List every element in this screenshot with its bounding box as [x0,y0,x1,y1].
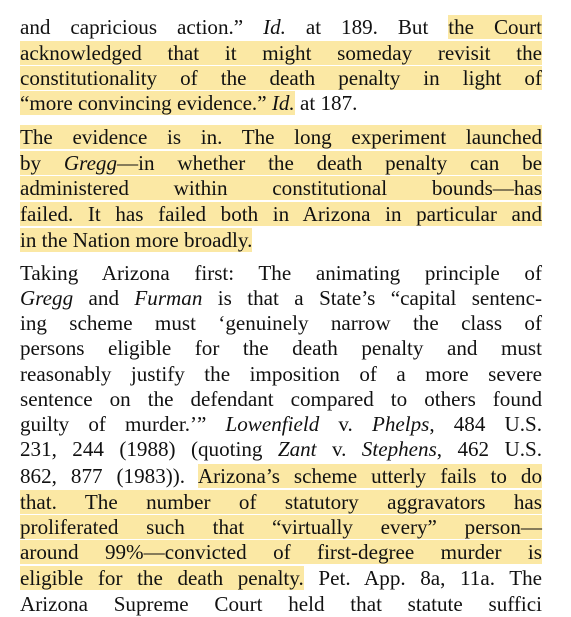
text-segment: guilty of murder.’” [20,412,226,436]
text-line [20,228,542,253]
italic-citation-text: Gregg [20,286,74,310]
highlighted-text: failed. It has failed both in Arizona in particular and [20,202,542,226]
text-line [20,412,542,437]
highlighted-text: in the Nation more broadly. [20,228,253,252]
text-segment: ing scheme must ‘genuinely narrow the class of [20,311,542,335]
text-line [20,490,542,515]
text-line [20,362,542,387]
italic-citation-text: Zant [277,437,317,461]
text-segment: sentence on the defendant compared to others found [20,387,542,411]
text-line [20,202,542,227]
highlighted-text: that. The number of statutory aggravators has [20,490,542,514]
text-line [20,515,542,540]
highlighted-text: proliferated such that “virtually every” person— [20,515,542,539]
text-segment: 231, 244 (1988) (quoting [20,437,278,461]
text-line [20,387,542,412]
text-line [20,261,542,286]
italic-citation-text: Furman [134,286,203,310]
text-segment: Taking Arizona first: The animating principle of [20,261,542,285]
highlighted-text: administered within constitutional bounds—has [20,176,542,200]
text-line [20,91,542,116]
highlighted-text: Id. [271,91,295,115]
text-segment: is that a State’s “capital sentenc- [202,286,542,310]
text-line [20,66,542,91]
text-segment: and [73,286,135,310]
text-line [20,566,542,591]
text-line [20,286,542,311]
highlighted-text: around 99%—convicted of first-degree murder is [20,540,542,564]
highlighted-text: Gregg [63,151,118,175]
text-line [20,176,542,201]
highlighted-text: The evidence is in. The long experiment launched [20,125,542,149]
text-segment: , 484 U.S. [429,412,542,436]
text-line [20,464,542,489]
text-line [20,592,542,616]
text-segment: v. [319,412,372,436]
text-segment: and capricious action.” [20,15,264,39]
highlighted-text: —in whether the death penalty can be [117,151,543,175]
text-segment: , 462 U.S. [436,437,542,461]
italic-citation-text: Lowenfield [225,412,320,436]
text-segment: at 187. [294,91,358,115]
text-line [20,311,542,336]
highlighted-text: Arizona’s scheme utterly fails to do [197,464,542,488]
text-segment: reasonably justify the imposition of a more severe [20,362,542,386]
text-segment: at 189. But [285,15,449,39]
text-line [20,151,542,176]
text-segment: Arizona Supreme Court held that statute suffici [20,592,542,616]
italic-citation-text: Id. [263,15,286,39]
text-segment: 862, 877 (1983)). [20,464,198,488]
text-line [20,437,542,462]
highlighted-text: “more convincing evidence.” [20,91,272,115]
italic-citation-text: Stephens [361,437,437,461]
highlighted-text: the Court [448,15,543,39]
text-line [20,41,542,66]
text-line [20,125,542,150]
text-line [20,336,542,361]
text-line [20,540,542,565]
highlighted-text: eligible for the death penalty. [20,566,304,590]
text-segment: Pet. App. 8a, 11a. The [303,566,543,590]
highlighted-text: acknowledged that it might someday revisit the [20,41,542,65]
highlighted-text: constitutionality of the death penalty in light of [20,66,542,90]
highlighted-text: by [20,151,64,175]
text-segment: persons eligible for the death penalty and must [20,336,542,360]
text-line [20,15,542,40]
italic-citation-text: Phelps [371,412,430,436]
text-segment: v. [316,437,362,461]
